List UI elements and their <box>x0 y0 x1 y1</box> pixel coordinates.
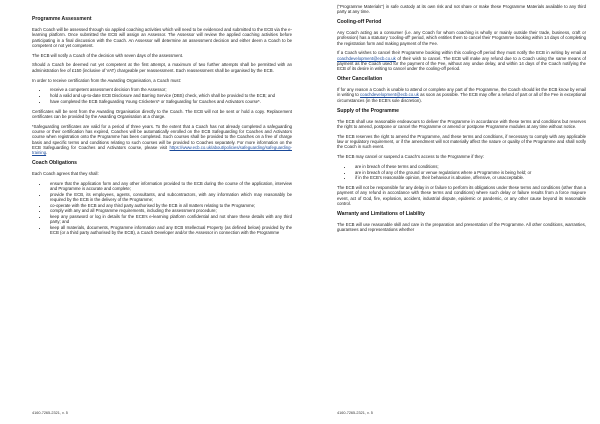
paragraph: Should a Coach be deemed not yet competent at the first attempt, a maximum of two further attempts shall be permitted with an administration fee of £150 (inclusive of VAT) chargeable per reassessment. Each reassessment shall be organised by the ECB. <box>32 62 292 73</box>
paragraph-text: of their wish to cancel. The ECB will make any refund due to a Coach using the same means of payment as the Coach used for the payment of the Fee, without any undue delay, and within 14 days of the Coach notifying the ECB of its desire in writing to cancel under the cooling-off period. <box>337 55 586 72</box>
page-footer-right: 4160-7265-2321, v. 5 <box>337 411 373 415</box>
list-item: • are in breach of these terms and conditions; <box>353 164 586 169</box>
paragraph: Any Coach acting as a consumer (i.e. any Coach for whom coaching is wholly or mainly outside their trade, business, craft or profession) has a statutory 'cooling-off' period, which entitles them to cancel their Programme booking within 14 days of completing the registration form and making payment of the Fee. <box>337 30 586 46</box>
paragraph: The ECB shall use reasonable endeavours to deliver the Programme in accordance with these terms and conditions but reserves the right to amend, postpone or cancel the Programme or amend or postpone Programme modules at any time without notice. <box>337 118 586 129</box>
paragraph-with-email <box>337 87 586 103</box>
paragraph: Each Coach agrees that they shall: <box>32 170 99 176</box>
list-item: • are in breach of any of the ground or venue regulations where a Programme is being held; or <box>353 170 586 175</box>
section-heading-supply: Supply of the Programme <box>337 107 399 114</box>
section-heading-coach-obligations: Coach Obligations <box>32 159 77 166</box>
list-item: • keep any password or log in details for the ECB's e-learning platform confidential and not share these details with any third party; and <box>48 214 292 225</box>
paragraph: The ECB will notify a Coach of the decision with seven days of the assessment. <box>32 52 184 58</box>
list-item: • keep all materials, documents, Programme information and any ECB Intellectual Property (as defined below) provided by the ECB (or a third party authorised by the ECB), a Coach Developer and/or the Assessor in connection with the Programme <box>48 225 292 236</box>
list-item: • if in the ECB's reasonable opinion, their behaviour is abusive, offensive, or unacceptable. <box>353 175 586 180</box>
safeguarding-link[interactable]: https://www.ecb.co.uk/about/policies/safeguarding/safeguarding-training <box>32 144 292 156</box>
list-item: • provide the ECB, its employees, agents, consultants, and subcontractors, with any information which may reasonably be required by the ECB in the delivery of the Programme; <box>48 192 292 203</box>
email-link[interactable]: coachdevelopment@ecb.co.uk <box>337 55 396 61</box>
section-heading-warranty: Warranty and Limitations of Liability <box>337 210 425 217</box>
section-heading-cooling-off: Cooling-off Period <box>337 19 382 26</box>
paragraph-text: If a Coach wishes to cancel their Programme booking within this cooling-off period they must notify the ECB in writing by email at <box>337 50 586 56</box>
coach-obligations-list <box>32 181 292 236</box>
paragraph: In order to receive certification from the Awarding Organisation, a Coach must: <box>32 77 181 83</box>
list-item: • hold a valid and up-to-date ECB Disclosure and Barring Service (DBS) check, which shall be provided to the ECB; and <box>48 93 292 98</box>
list-item: • comply with any and all Programme requirements, including the assessment procedure; <box>48 208 292 213</box>
email-link[interactable]: coachdevelopment@ecb.co.uk <box>360 92 419 98</box>
paragraph-text: *Safeguarding certificates are valid for a period of three years. To the extent that a Coach has not already completed a safeguarding course or their certification has expired, Coaches will be automatically enrolled on the ECB Safeguarding for Coaches and Activators course when registration onto the Programme has been completed. Such courses shall be provided to the Coaches on a free of charge basis and specific terms and conditions relating to such courses will be provided to Coaches separately. For more information on the ECB Safeguarding for Coaches and Activators course, please visit <box>32 123 292 150</box>
paragraph-text: If for any reason a Coach is unable to attend or complete any part of the Programme, the Coach should let the ECB know by email in writing to <box>337 87 586 98</box>
paragraph: Each Coach will be assessed through six applied coaching activities which will need to be evidenced and submitted to the ECB via the e-learning platform. Once submitted the ECB will assign an Assessor. The Assessor will review the applied coaching activities before participating in a final discussion with the Coach. An Assessor will determine an assessment decision and either deem a Coach to be competent or not yet competent. <box>32 27 292 48</box>
paragraph-text: as soon as possible. The ECB may offer a refund of part or all of the Fee in exceptional circumstances (in the ECB's sole discretion). <box>337 92 586 103</box>
paragraph: The ECB reserves the right to amend the Programme, and these terms and conditions, if necessary to comply with any applicable law or regulatory requirement, or if the amendment will not materially affect the nature or quality of the Programme and shall notify the Coach in such event. <box>337 133 586 150</box>
section-heading-programme-assessment: Programme Assessment <box>32 16 92 22</box>
list-item: • receive a competent assessment decision from the Assessor; <box>48 87 292 92</box>
list-item: • ensure that the application form and any other information provided to the ECB during the course of the application, interview and Programme is accurate and complete; <box>48 181 292 192</box>
paragraph: The ECB will use reasonable skill and care in the preparation and presentation of the Programme. All other conditions, warranties, guarantees and representations whether <box>337 221 586 232</box>
paragraph: The ECB will not be responsible for any delay in or failure to perform its obligations under these terms and conditions (other than a payment of any refund in accordance with these terms and conditions) where such delay or failure results from a force majeure event, act of God, fire, explosion, accident, industrial dispute, epidemic or pandemic, or any other cause beyond its reasonable control. <box>337 185 586 206</box>
section-heading-other-cancellation: Other Cancellation <box>337 76 383 83</box>
certification-requirements-list <box>32 87 292 104</box>
list-item: • co-operate with the ECB and any third party authorised by the ECB in all matters relating to the Programme; <box>48 203 292 208</box>
page-right <box>305 0 600 424</box>
suspension-reasons-list <box>337 164 586 181</box>
list-item: • have completed the ECB Safeguarding Young Cricketers* or Safeguarding for Coaches and Activators course*. <box>48 99 292 104</box>
paragraph-with-email <box>337 50 586 71</box>
paragraph-with-link: *Safeguarding certificates are valid for a period of three years. To the extent that a Coach has not already completed a safeguarding course or their certification has expired, Coaches will be automatically enrolled on the ECB Safeguarding for Coaches and Activators course when registration onto the Programme has been completed. Such courses shall be provided to the Coaches on a free of charge basis and specific terms and conditions relating to such courses will be provided to Coaches separately. For more information on the ECB Safeguarding for Coaches and Activators course, please visit https://www.ecb.co.uk/about/policies/safeguarding/safeguarding-training. <box>32 123 292 156</box>
paragraph: ("Programme Materials") in safe custody at its own risk and not share or make these Programme Materials available to any third party at any time. <box>337 4 586 15</box>
page-footer-left: 4160-7265-2321, v. 5 <box>32 411 68 415</box>
paragraph: Certificates will be sent from the Awarding Organisation directly to the Coach. The ECB will not be sent or hold a copy. Replacement certificates can be provided by the Awarding Organisation at a charge. <box>32 108 292 119</box>
paragraph: The ECB may cancel or suspend a Coach's access to the Programme if they: <box>337 154 484 160</box>
